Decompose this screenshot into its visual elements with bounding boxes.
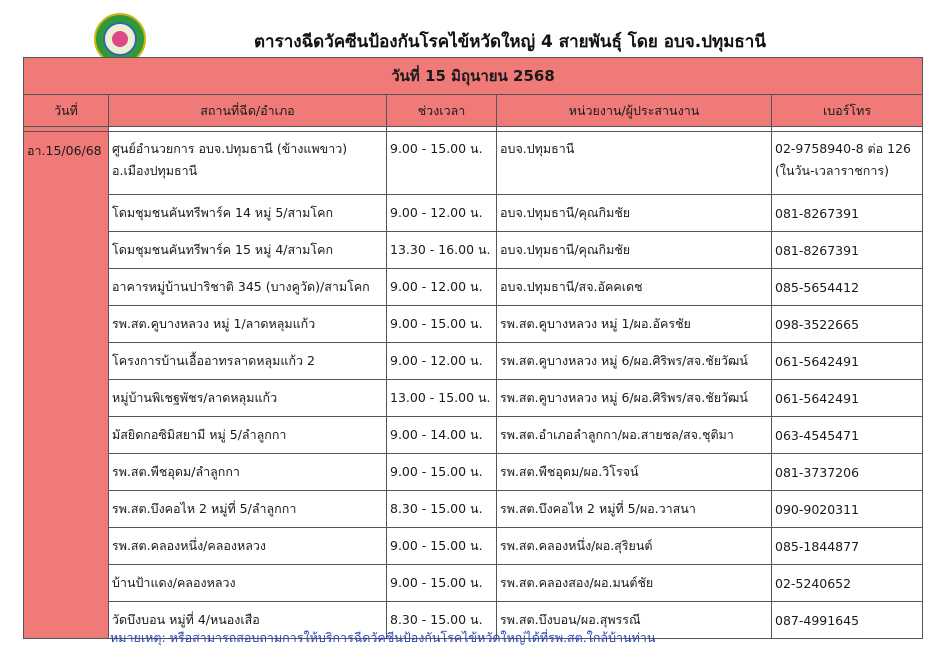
place-cell: โดมชุมชนคันทรีพาร์ค 14 หมู่ 5/สามโคก <box>109 195 387 232</box>
time-cell: 9.00 - 15.00 น. <box>387 306 497 343</box>
time-cell: 13.00 - 15.00 น. <box>387 380 497 417</box>
agency-cell: รพ.สต.คูบางหลวง หมู่ 6/ผอ.ศิริพร/สจ.ชัยวัฒน์ <box>497 380 772 417</box>
agency-cell: อบจ.ปทุมธานี/คุณกิมชัย <box>497 195 772 232</box>
phone-cell <box>772 132 923 195</box>
table-row <box>24 306 923 343</box>
phone-cell: 081-3737206 <box>772 454 923 491</box>
table-row <box>24 565 923 602</box>
phone-cell: 081-8267391 <box>772 195 923 232</box>
table-row <box>24 132 923 195</box>
place-cell: หมู่บ้านพิเชฐพัชร/ลาดหลุมแก้ว <box>109 380 387 417</box>
phone-cell-line2: (ในวัน-เวลาราชการ) <box>775 163 889 178</box>
agency-cell: รพ.สต.คลองหนึ่ง/ผอ.สุริยนต์ <box>497 528 772 565</box>
table-row <box>24 454 923 491</box>
phone-cell: 061-5642491 <box>772 343 923 380</box>
time-cell: 9.00 - 14.00 น. <box>387 417 497 454</box>
agency-cell: รพ.สต.คลองสอง/ผอ.มนต์ชัย <box>497 565 772 602</box>
place-cell: มัสยิดกอซิมิสยามี หมู่ 5/ลำลูกกา <box>109 417 387 454</box>
place-cell: อาคารหมู่บ้านปาริชาติ 345 (บางคูวัด)/สามโคก <box>109 269 387 306</box>
place-cell: รพ.สต.บึงคอไห 2 หมู่ที่ 5/ลำลูกกา <box>109 491 387 528</box>
table-row <box>24 528 923 565</box>
phone-cell: 061-5642491 <box>772 380 923 417</box>
agency-cell: รพ.สต.คูบางหลวง หมู่ 6/ผอ.ศิริพร/สจ.ชัยวัฒน์ <box>497 343 772 380</box>
table-row <box>24 380 923 417</box>
table-row <box>24 232 923 269</box>
agency-cell: อบจ.ปทุมธานี/คุณกิมชัย <box>497 232 772 269</box>
column-header-agency: หน่วยงาน/ผู้ประสานงาน <box>497 95 772 127</box>
date-banner: วันที่ 15 มิถุนายน 2568 <box>24 58 923 95</box>
time-cell: 9.00 - 12.00 น. <box>387 195 497 232</box>
page-title: ตารางฉีดวัคซีนป้องกันโรคไข้หวัดใหญ่ 4 สายพันธุ์ โดย อบจ.ปทุมธานี <box>254 32 766 52</box>
agency-cell: รพ.สต.คูบางหลวง หมู่ 1/ผอ.อัครชัย <box>497 306 772 343</box>
agency-cell: อบจ.ปทุมธานี/สจ.อัคคเดช <box>497 269 772 306</box>
phone-cell: 098-3522665 <box>772 306 923 343</box>
place-cell-line1: ศูนย์อำนวยการ อบจ.ปทุมธานี (ข้างแพขาว) <box>112 141 348 156</box>
vaccination-schedule-table <box>23 57 923 639</box>
date-cell: อา.15/06/68 <box>24 132 109 639</box>
phone-cell: 081-8267391 <box>772 232 923 269</box>
agency-cell: รพ.สต.อำเภอลำลูกกา/ผอ.สายชล/สจ.ชุติมา <box>497 417 772 454</box>
place-cell: รพ.สต.คูบางหลวง หมู่ 1/ลาดหลุมแก้ว <box>109 306 387 343</box>
agency-cell: รพ.สต.พืชอุดม/ผอ.วิโรจน์ <box>497 454 772 491</box>
time-cell: 9.00 - 15.00 น. <box>387 528 497 565</box>
time-cell: 9.00 - 15.00 น. <box>387 454 497 491</box>
place-cell-line2: อ.เมืองปทุมธานี <box>112 163 198 178</box>
place-cell: โครงการบ้านเอื้ออาทรลาดหลุมแก้ว 2 <box>109 343 387 380</box>
time-cell: 9.00 - 12.00 น. <box>387 343 497 380</box>
place-cell: โดมชุมชนคันทรีพาร์ค 15 หมู่ 4/สามโคก <box>109 232 387 269</box>
agency-cell: รพ.สต.บึงบอน/ผอ.สุพรรณี <box>497 602 772 639</box>
table-row <box>24 195 923 232</box>
time-cell: 8.30 - 15.00 น. <box>387 602 497 639</box>
time-cell: 9.00 - 12.00 น. <box>387 269 497 306</box>
column-header-date: วันที่ <box>24 95 109 127</box>
phone-cell-line1: 02-9758940-8 ต่อ 126 <box>775 141 911 156</box>
time-cell: 13.30 - 16.00 น. <box>387 232 497 269</box>
phone-cell: 087-4991645 <box>772 602 923 639</box>
footnote: หมายเหตุ: หรือสามารถสอบถามการให้บริการฉีดวัคซีนป้องกันโรคไข้หวัดใหญ่ได้ที่รพ.สต.ใกล้บ้านท่าน <box>110 630 656 645</box>
column-header-place: สถานที่ฉีด/อำเภอ <box>109 95 387 127</box>
place-cell <box>109 132 387 195</box>
place-cell: วัดบึงบอน หมู่ที่ 4/หนองเสือ <box>109 602 387 639</box>
time-cell: 8.30 - 15.00 น. <box>387 491 497 528</box>
phone-cell: 063-4545471 <box>772 417 923 454</box>
table-row <box>24 417 923 454</box>
table-row <box>24 491 923 528</box>
time-cell: 9.00 - 15.00 น. <box>387 565 497 602</box>
phone-cell: 085-5654412 <box>772 269 923 306</box>
place-cell: รพ.สต.พืชอุดม/ลำลูกกา <box>109 454 387 491</box>
time-cell: 9.00 - 15.00 น. <box>387 132 497 195</box>
agency-cell: รพ.สต.บึงคอไห 2 หมู่ที่ 5/ผอ.วาสนา <box>497 491 772 528</box>
phone-cell: 090-9020311 <box>772 491 923 528</box>
agency-cell: อบจ.ปทุมธานี <box>497 132 772 195</box>
table-row <box>24 269 923 306</box>
column-header-time: ช่วงเวลา <box>387 95 497 127</box>
phone-cell: 02-5240652 <box>772 565 923 602</box>
phone-cell: 085-1844877 <box>772 528 923 565</box>
column-header-phone: เบอร์โทร <box>772 95 923 127</box>
table-row <box>24 343 923 380</box>
place-cell: บ้านป้าแดง/คลองหลวง <box>109 565 387 602</box>
place-cell: รพ.สต.คลองหนึ่ง/คลองหลวง <box>109 528 387 565</box>
